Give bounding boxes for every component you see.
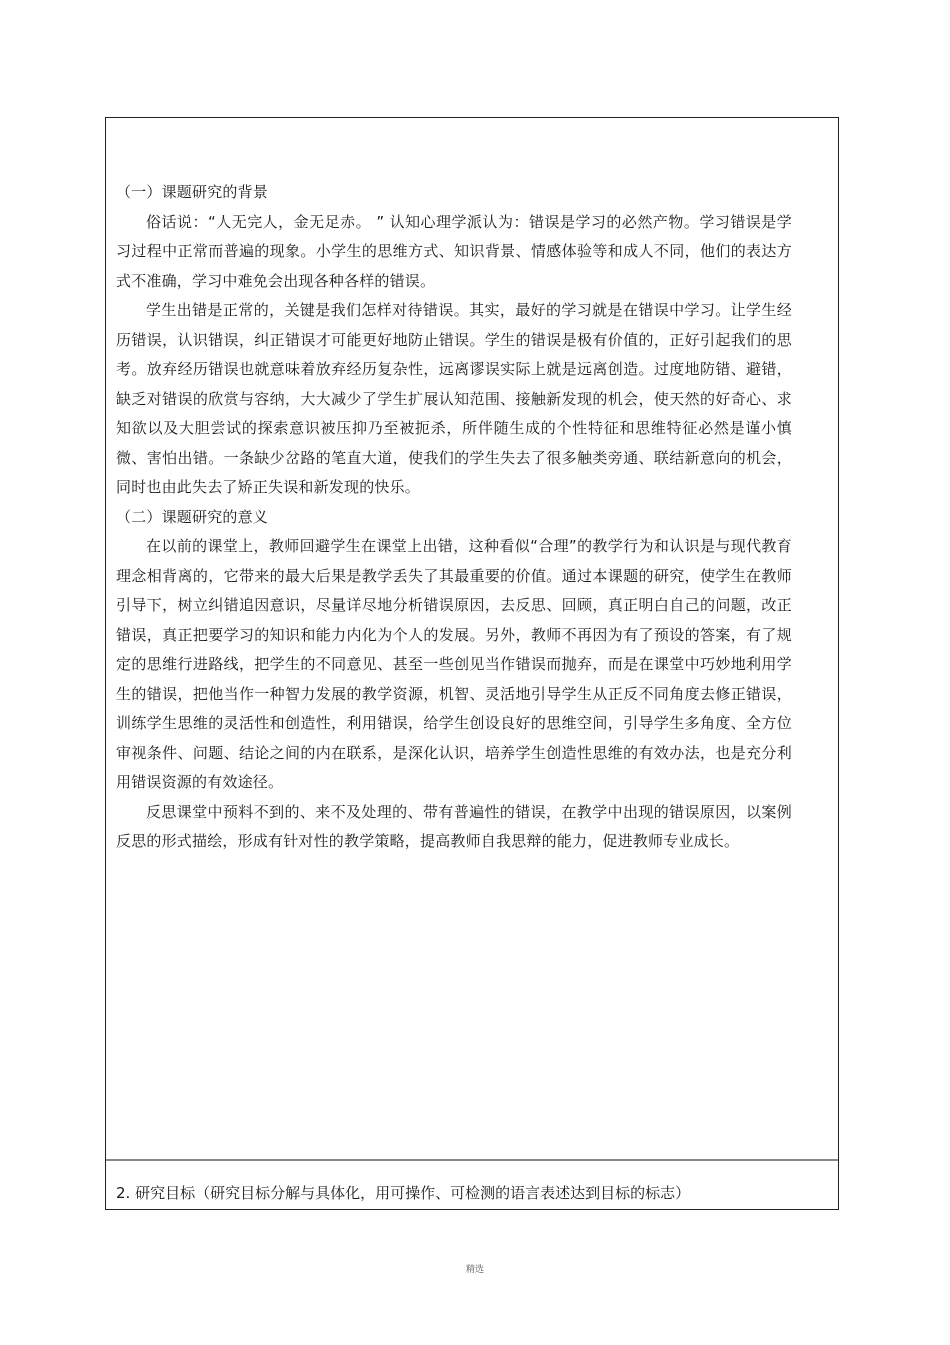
- research-background-cell: [116, 178, 792, 857]
- table-row-divider: [106, 1159, 838, 1161]
- background-paragraph-1: 俗话说：“人无完人，金无足赤。 ” 认知心理学派认为：错误是学习的必然产物。学习错误是学习过程中正常而普遍的现象。小学生的思维方式、知识背景、情感体验等和成人不同，他们的表达方式不准确，学习中难免会出现各种各样的错误。: [116, 212, 792, 290]
- footer-mark: 精选: [465, 1265, 484, 1275]
- significance-paragraph-1: 在以前的课堂上，教师回避学生在课堂上出错，这种看似“合理”的教学行为和认识是与现代教育理念相背离的，它带来的最大后果是教学丢失了其最重要的价值。通过本课题的研究，使学生在教师引导下，树立纠错追因意识，尽量详尽地分析错误原因，去反思、回顾，真正明白自己的问题，改正错误，真正把要学习的知识和能力内化为个人的发展。另外，教师不再因为有了预设的答案，有了规定的思维行进路线，把学生的不同意见、甚至一些创见当作错误而抛弃，而是在课堂中巧妙地利用学生的错误，把他当作一种智力发展的教学资源，机智、灵活地引导学生从正反不同角度去修正错误，训练学生思维的灵活性和创造性，利用错误，给学生创设良好的思维空间，引导学生多角度、全方位审视条件、问题、结论之间的内在联系，是深化认识，培养学生创造性思维的有效办法，也是充分利用错误资源的有效途径。: [116, 537, 792, 791]
- background-paragraph-2: 学生出错是正常的，关键是我们怎样对待错误。其实，最好的学习就是在错误中学习。让学生经历错误，认识错误，纠正错误才可能更好地防止错误。学生的错误是极有价值的，正好引起我们的思考。放弃经历错误也就意味着放弃经历复杂性，远离谬误实际上就是远离创造。过度地防错、避错，缺乏对错误的欣赏与容纳，大大减少了学生扩展认知范围、接触新发现的机会，使天然的好奇心、求知欲以及大胆尝试的探索意识被压抑乃至被扼杀，所伴随生成的个性特征和思维特征必然是谨小慎微、害怕出错。一条缺少岔路的笔直大道，使我们的学生失去了很多触类旁通、联结新意向的机会，同时也由此失去了矫正失误和新发现的快乐。: [116, 301, 792, 496]
- document-table-frame: [105, 117, 839, 1210]
- significance-heading: （二）课题研究的意义: [116, 507, 269, 526]
- background-heading: （一）课题研究的背景: [116, 183, 269, 201]
- research-goal-title: 2. 研究目标（研究目标分解与具体化，用可操作、可检测的语言表述达到目标的标志）: [116, 1184, 691, 1202]
- significance-paragraph-2: 反思课堂中预料不到的、来不及处理的、带有普遍性的错误，在教学中出现的错误原因，以案例反思的形式描绘，形成有针对性的教学策略，提高教师自我思辩的能力，促进教师专业成长。: [116, 802, 792, 850]
